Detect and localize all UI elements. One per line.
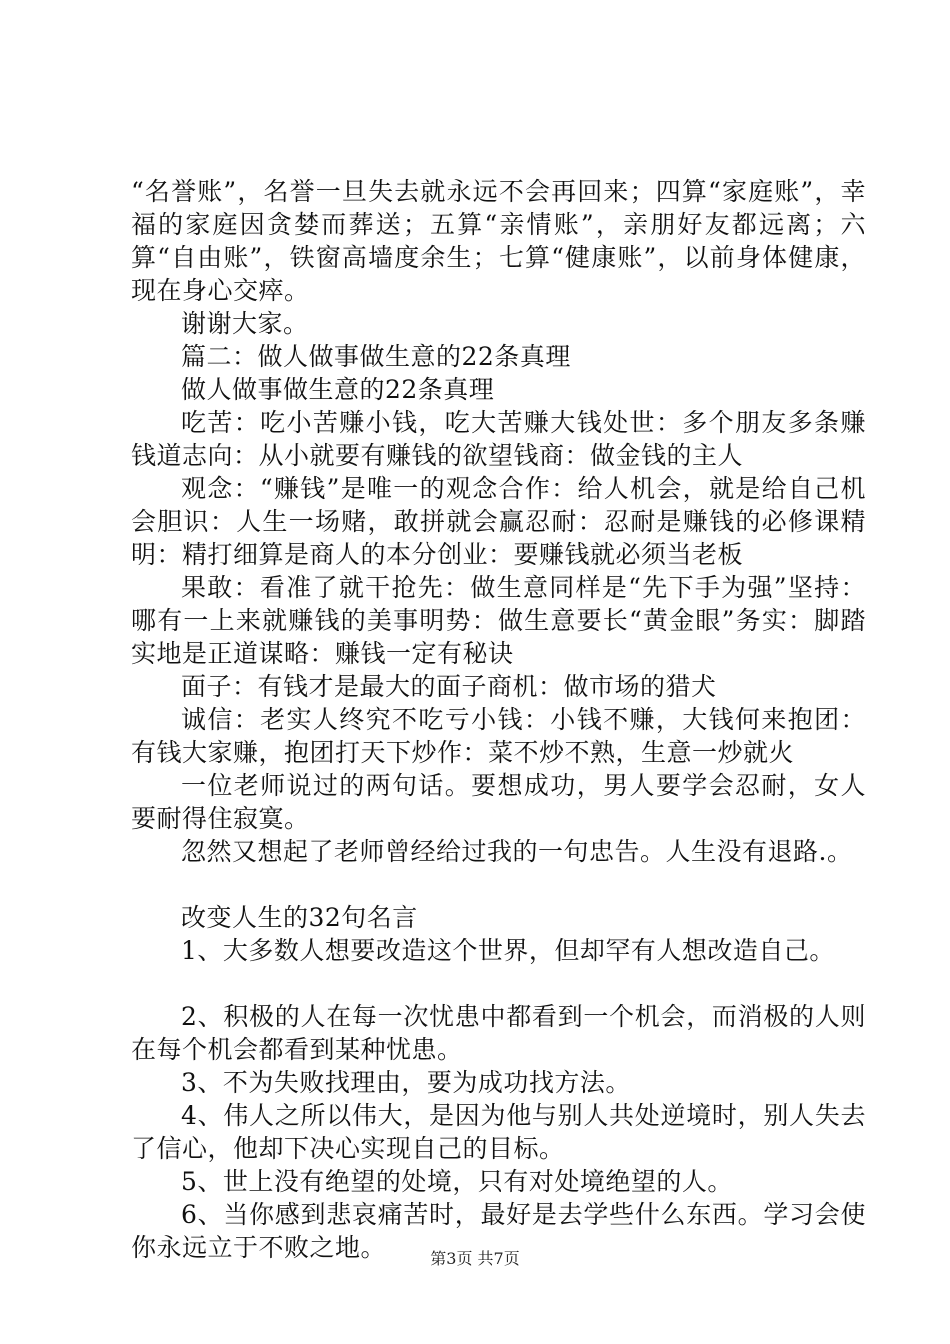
- quote-item-4: 4、伟人之所以伟大，是因为他与别人共处逆境时，别人失去了信心，他却下决心实现自己的目标。: [131, 1101, 866, 1163]
- page-number-footer: 第3页 共7页: [430, 1249, 520, 1268]
- quote-item-3: 3、不为失败找理由，要为成功找方法。: [181, 1068, 631, 1097]
- section-title-22-truths: 做人做事做生意的22条真理: [181, 375, 495, 404]
- paragraph-account-list: “名誉账”，名誉一旦失去就永远不会再回来；四算“家庭账”，幸福的家庭因贪婪而葬送；五算“亲情账”，亲朋好友都远离；六算“自由账”，铁窗高墙度余生；七算“健康账”，以前身体健康，现在身心交瘁。: [131, 177, 866, 305]
- paragraph-advice: 忽然又想起了老师曾经给过我的一句忠告。人生没有退路.。: [181, 837, 853, 866]
- quote-item-5: 5、世上没有绝望的处境，只有对处境绝望的人。: [181, 1167, 733, 1196]
- paragraph-hardship: 吃苦：吃小苦赚小钱，吃大苦赚大钱处世：多个朋友多条赚钱道志向：从小就要有赚钱的欲望钱商：做金钱的主人: [131, 408, 866, 470]
- document-body: [131, 175, 866, 1264]
- paragraph-thanks: 谢谢大家。: [181, 309, 309, 338]
- paragraph-concept: 观念：“赚钱”是唯一的观念合作：给人机会，就是给自己机会胆识：人生一场赌，敢拼就会赢忍耐：忍耐是赚钱的必修课精明：精打细算是商人的本分创业：要赚钱就必须当老板: [131, 474, 866, 569]
- paragraph-integrity: 诚信：老实人终究不吃亏小钱：小钱不赚，大钱何来抱团：有钱大家赚，抱团打天下炒作：菜不炒不熟，生意一炒就火: [131, 705, 866, 767]
- paragraph-decisive: 果敢：看准了就干抢先：做生意同样是“先下手为强”坚持：哪有一上来就赚钱的美事明势：做生意要长“黄金眼”务实：脚踏实地是正道谋略：赚钱一定有秘诀: [131, 573, 866, 668]
- blank-line: [131, 868, 866, 901]
- paragraph-teacher-words: 一位老师说过的两句话。要想成功，男人要学会忍耐，女人要耐得住寂寞。: [131, 771, 866, 833]
- paragraph-face: 面子：有钱才是最大的面子商机：做市场的猎犬: [181, 672, 717, 701]
- quote-item-1: 1、大多数人想要改造这个世界，但却罕有人想改造自己。: [181, 936, 835, 965]
- section-heading-part-two: 篇二：做人做事做生意的22条真理: [181, 342, 571, 371]
- section-title-32-quotes: 改变人生的32句名言: [181, 903, 418, 932]
- blank-line: [131, 967, 866, 1000]
- quote-item-2: 2、积极的人在每一次忧患中都看到一个机会，而消极的人则在每个机会都看到某种忧患。: [131, 1002, 866, 1064]
- quote-item-6: 6、当你感到悲哀痛苦时，最好是去学些什么东西。学习会使你永远立于不败之地。: [131, 1200, 866, 1262]
